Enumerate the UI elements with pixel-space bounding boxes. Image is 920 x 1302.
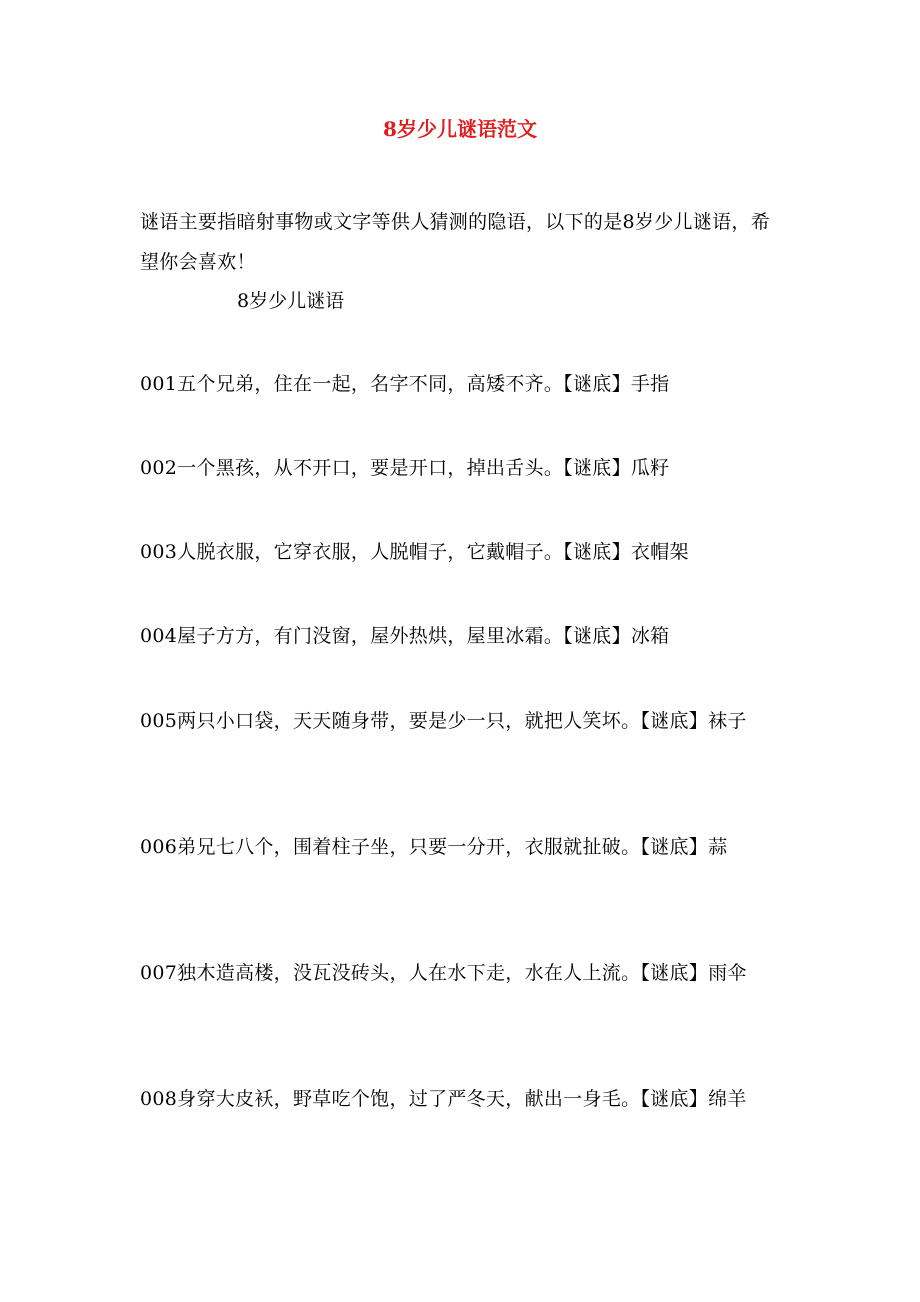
riddle-item: 005两只小口袋，天天随身带，要是少一只，就把人笑坏。【谜底】袜子 [140,710,747,732]
riddle-item: 004屋子方方，有门没窗，屋外热烘，屋里冰霜。【谜底】冰箱 [140,625,670,647]
intro-paragraph: 谜语主要指暗射事物或文字等供人猜测的隐语，以下的是8岁少儿谜语，希望你会喜欢！ [140,211,770,273]
riddle-item: 002一个黑孩，从不开口，要是开口，掉出舌头。【谜底】瓜籽 [140,457,670,479]
riddle-item: 001五个兄弟，住在一起，名字不同，高矮不齐。【谜底】手指 [140,373,670,395]
riddle-item: 007独木造高楼，没瓦没砖头，人在水下走，水在人上流。【谜底】雨伞 [140,962,747,984]
riddle-item: 006弟兄七八个，围着柱子坐，只要一分开，衣服就扯破。【谜底】蒜 [140,836,728,858]
riddle-item: 003人脱衣服，它穿衣服，人脱帽子，它戴帽子。【谜底】衣帽架 [140,541,689,563]
riddle-item: 008身穿大皮袄，野草吃个饱，过了严冬天，献出一身毛。【谜底】绵羊 [140,1088,747,1110]
document-title: 8岁少儿谜语范文 [383,117,537,141]
section-subheading: 8岁少儿谜语 [237,290,345,312]
